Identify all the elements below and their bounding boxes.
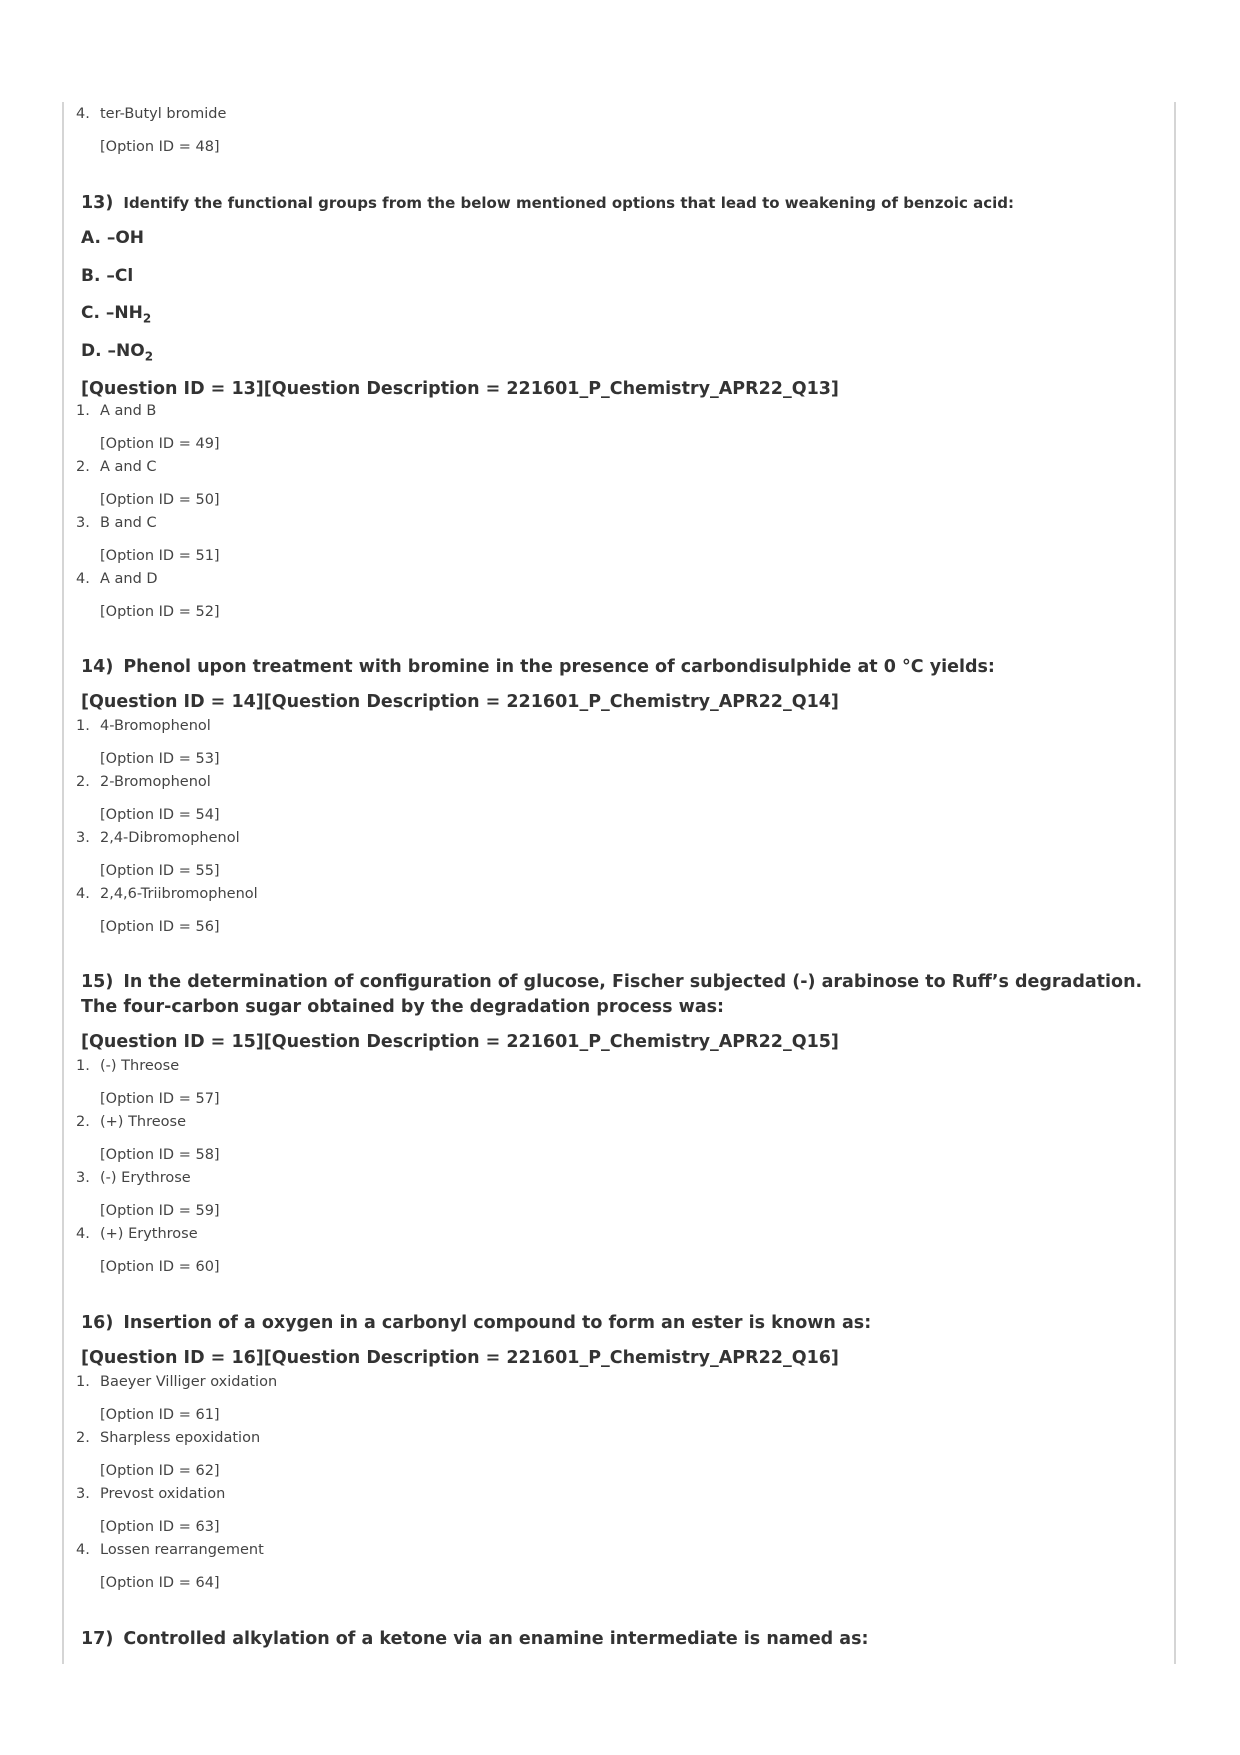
question-number: 15) — [81, 972, 114, 992]
option-number: 2. — [76, 1114, 90, 1130]
option-id: [Option ID = 48] — [100, 139, 220, 155]
option-number: 1. — [76, 403, 90, 419]
option-text: 2,4,6-Triibromophenol — [100, 886, 258, 902]
option-number: 1. — [76, 718, 90, 734]
question-14-text — [81, 655, 1161, 680]
option-text: 2-Bromophenol — [100, 774, 211, 790]
question-body: Insertion of a oxygen in a carbonyl compound to form an ester is known as: — [123, 1313, 872, 1333]
question-17-text — [81, 1627, 1161, 1652]
option-id: [Option ID = 53] — [100, 751, 220, 767]
option-text: A and D — [100, 571, 158, 587]
question-number: 16) — [81, 1313, 114, 1333]
option-id: [Option ID = 57] — [100, 1091, 220, 1107]
question-body: Phenol upon treatment with bromine in the presence of carbondisulphide at 0 °C yields: — [123, 657, 995, 677]
option-text: B and C — [100, 515, 157, 531]
option-number: 1. — [76, 1058, 90, 1074]
option-id: [Option ID = 63] — [100, 1519, 220, 1535]
option-number: 4. — [76, 1226, 90, 1242]
option-id: [Option ID = 60] — [100, 1259, 220, 1275]
option-number: 3. — [76, 1486, 90, 1502]
question-number: 13) — [81, 193, 114, 213]
option-text: Lossen rearrangement — [100, 1542, 264, 1558]
option-text: A and B — [100, 403, 157, 419]
option-number: 1. — [76, 1374, 90, 1390]
option-number: 4. — [76, 571, 90, 587]
question-16-meta: [Question ID = 16][Question Description = 221601_P_Chemistry_APR22_Q16] — [81, 1348, 839, 1368]
option-number: 4. — [76, 1542, 90, 1558]
option-text: (-) Erythrose — [100, 1170, 191, 1186]
option-text: ter-Butyl bromide — [100, 106, 227, 122]
option-id: [Option ID = 49] — [100, 436, 220, 452]
question-13-meta: [Question ID = 13][Question Description = 221601_P_Chemistry_APR22_Q13] — [81, 379, 839, 399]
question-16-text — [81, 1311, 1161, 1336]
choice-c: C. $-NH_2$ — [81, 303, 152, 326]
option-number: 4. — [76, 886, 90, 902]
option-id: [Option ID = 52] — [100, 604, 220, 620]
option-id: [Option ID = 56] — [100, 919, 220, 935]
question-13-text — [81, 191, 1161, 216]
question-15-text — [81, 970, 1161, 1020]
option-text: (+) Erythrose — [100, 1226, 198, 1242]
option-number: 2. — [76, 1430, 90, 1446]
option-text: (+) Threose — [100, 1114, 187, 1130]
option-text: A and C — [100, 459, 157, 475]
choice-d: D. $-NO_2$ — [81, 341, 154, 364]
option-id: [Option ID = 55] — [100, 863, 220, 879]
option-number: 2. — [76, 774, 90, 790]
option-text: 4-Bromophenol — [100, 718, 211, 734]
question-15-meta: [Question ID = 15][Question Description = 221601_P_Chemistry_APR22_Q15] — [81, 1032, 839, 1052]
option-text: Baeyer Villiger oxidation — [100, 1374, 278, 1390]
question-number: 14) — [81, 657, 114, 677]
option-id: [Option ID = 62] — [100, 1463, 220, 1479]
option-number: 4. — [76, 106, 90, 122]
option-id: [Option ID = 64] — [100, 1575, 220, 1591]
option-text: 2,4-Dibromophenol — [100, 830, 240, 846]
question-body: Identify the functional groups from the below mentioned options that lead to weakening of benzoic acid: — [123, 194, 1014, 212]
option-text: Sharpless epoxidation — [100, 1430, 261, 1446]
question-14-meta: [Question ID = 14][Question Description = 221601_P_Chemistry_APR22_Q14] — [81, 692, 839, 712]
option-id: [Option ID = 54] — [100, 807, 220, 823]
option-id: [Option ID = 58] — [100, 1147, 220, 1163]
question-number: 17) — [81, 1629, 114, 1649]
option-number: 3. — [76, 1170, 90, 1186]
option-id: [Option ID = 61] — [100, 1407, 220, 1423]
choice-b: B. –Cl — [81, 266, 134, 286]
question-body: In the determination of configuration of glucose, Fischer subjected (-) arabinose to Ruff’s degradation. The four-carbon sugar obtained by the degradation process was: — [81, 972, 1143, 1017]
option-id: [Option ID = 50] — [100, 492, 220, 508]
option-number: 2. — [76, 459, 90, 475]
option-number: 3. — [76, 830, 90, 846]
question-body: Controlled alkylation of a ketone via an enamine intermediate is named as: — [123, 1629, 869, 1649]
option-text: (-) Threose — [100, 1058, 180, 1074]
choice-a: A. –OH — [81, 228, 145, 248]
option-id: [Option ID = 51] — [100, 548, 220, 564]
option-number: 3. — [76, 515, 90, 531]
option-id: [Option ID = 59] — [100, 1203, 220, 1219]
option-text: Prevost oxidation — [100, 1486, 226, 1502]
